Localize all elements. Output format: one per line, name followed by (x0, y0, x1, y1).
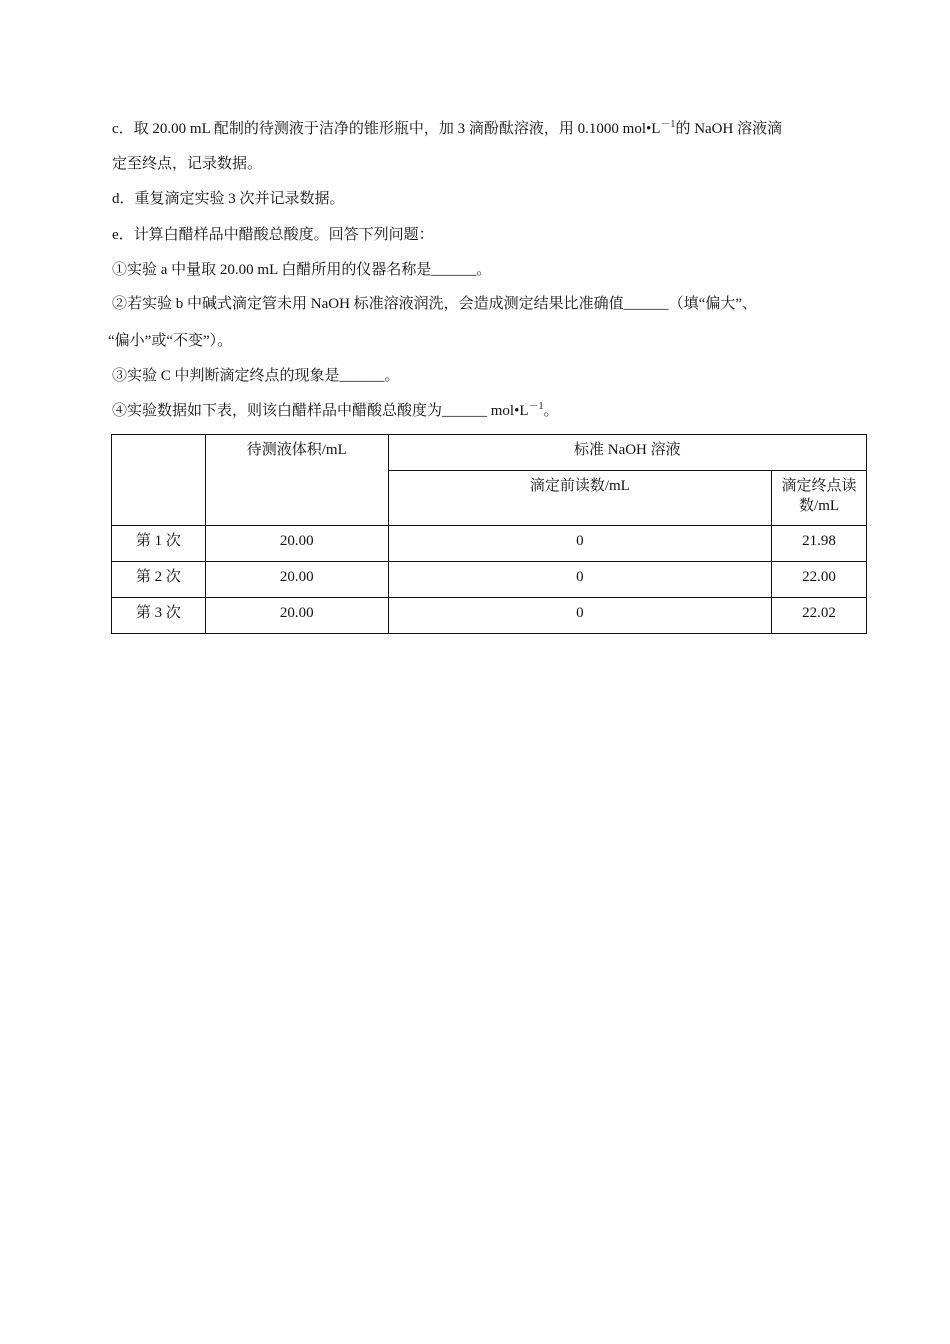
superscript: －1 (528, 401, 544, 412)
header-naoh: 标准 NaOH 溶液 (388, 435, 866, 471)
step-c-line1 (112, 119, 782, 139)
text: 的 NaOH 溶液滴 (675, 121, 783, 137)
table-row (112, 598, 867, 634)
superscript: －1 (660, 119, 676, 130)
before-cell: 0 (388, 562, 771, 598)
header-before-reading: 滴定前读数/mL (388, 471, 771, 526)
header-volume: 待测液体积/mL (205, 435, 388, 526)
text: 。 (543, 403, 559, 419)
titration-data-table (111, 434, 867, 634)
step-e: e．计算白醋样品中醋酸总酸度。回答下列问题： (112, 227, 434, 243)
question-3: ③实验 C 中判断滴定终点的现象是______。 (112, 368, 400, 384)
row-label: 第 3 次 (112, 598, 206, 634)
table-row (112, 526, 867, 562)
end-cell: 21.98 (772, 526, 867, 562)
volume-cell: 20.00 (205, 562, 388, 598)
empty-header-cell (112, 435, 206, 526)
question-1: ①实验 a 中量取 20.00 mL 白醋所用的仪器名称是______。 (112, 262, 492, 278)
end-cell: 22.02 (772, 598, 867, 634)
volume-cell: 20.00 (205, 598, 388, 634)
row-label: 第 1 次 (112, 526, 206, 562)
volume-cell: 20.00 (205, 526, 388, 562)
table-row (112, 562, 867, 598)
question-2-line1: ②若实验 b 中碱式滴定管未用 NaOH 标准溶液润洗，会造成测定结果比准确值______（填“偏大”、 (112, 296, 757, 312)
text: ④实验数据如下表，则该白醋样品中醋酸总酸度为______ mol•L (112, 403, 529, 419)
step-c-line2: 定至终点，记录数据。 (112, 156, 263, 172)
before-cell: 0 (388, 526, 771, 562)
step-d: d．重复滴定实验 3 次并记录数据。 (112, 191, 345, 207)
question-4 (112, 401, 559, 421)
before-cell: 0 (388, 598, 771, 634)
question-2-line2: “偏小”或“不变”）。 (108, 333, 233, 349)
header-end-reading: 滴定终点读数/mL (772, 471, 867, 526)
row-label: 第 2 次 (112, 562, 206, 598)
end-cell: 22.00 (772, 562, 867, 598)
text: c．取 20.00 mL 配制的待测液于洁净的锥形瓶中，加 3 滴酚酞溶液，用 0.1000 mol•L (112, 121, 661, 137)
